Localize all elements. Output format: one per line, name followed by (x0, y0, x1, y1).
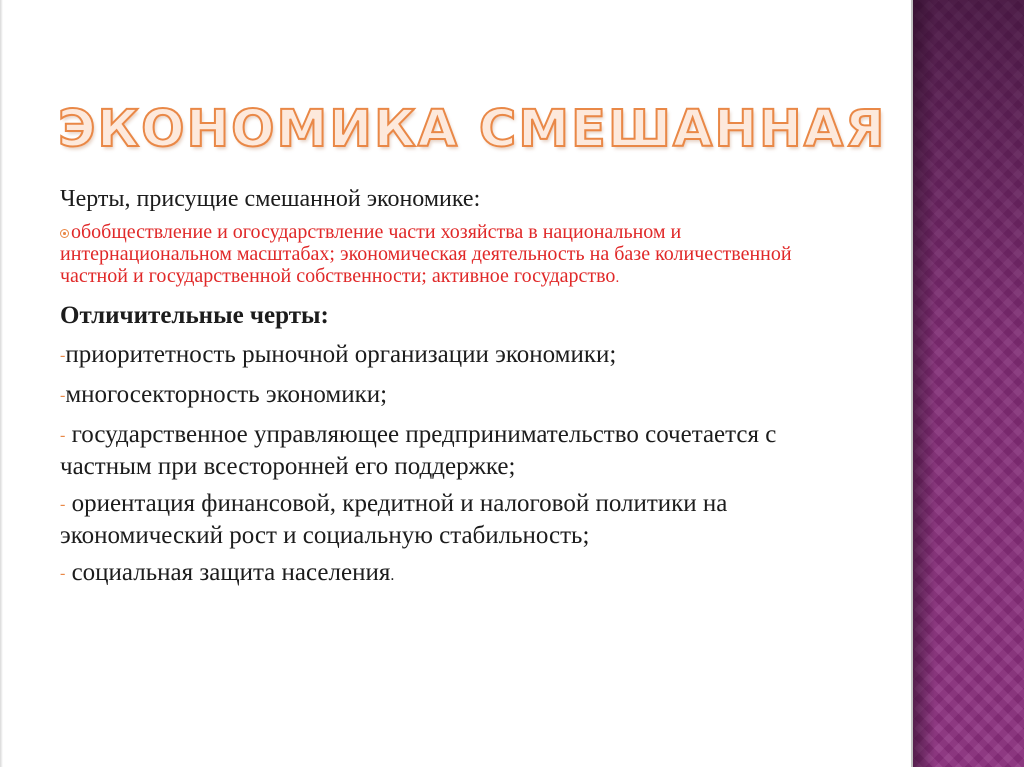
features-heading: Отличительные черты: (60, 302, 329, 329)
feature-text: многосекторность экономики; (65, 381, 388, 408)
feature-text: социальная защита населения (65, 559, 391, 586)
feature-item (60, 420, 850, 481)
definition-end: . (615, 270, 620, 286)
dash-bullet: - (60, 347, 66, 364)
slide-left-edge (0, 0, 3, 767)
feature-end: . (390, 567, 395, 584)
definition-text: обобществление и огосударствление части хозяйства в национальном и интернациональном масштабах; экономическая деятельность на базе количественной частной и государственной собственности; активное государство (60, 221, 792, 287)
decorative-side-band (913, 0, 1024, 767)
slide-title: ЭКОНОМИКА СМЕШАННАЯ (58, 100, 887, 159)
slide-content (60, 185, 850, 590)
feature-text: приоритетность рыночной организации экономики; (65, 341, 617, 368)
feature-text: ориентация финансовой, кредитной и налоговой политики на экономический рост и социальную стабильность; (60, 490, 728, 549)
feature-text: государственное управляющее предпринимательство сочетается с частным при всесторонней его поддержке; (60, 421, 777, 480)
circle-bullet-icon (60, 229, 69, 238)
dash-bullet: - (60, 565, 66, 582)
intro-text: Черты, присущие смешанной экономике: (60, 186, 481, 212)
dash-bullet: - (60, 427, 66, 444)
definition-paragraph (60, 221, 850, 289)
feature-item (60, 558, 850, 590)
feature-item (60, 380, 850, 412)
feature-item (60, 489, 850, 550)
dash-bullet: - (60, 496, 66, 513)
feature-item (60, 340, 850, 372)
dash-bullet: - (60, 387, 66, 404)
